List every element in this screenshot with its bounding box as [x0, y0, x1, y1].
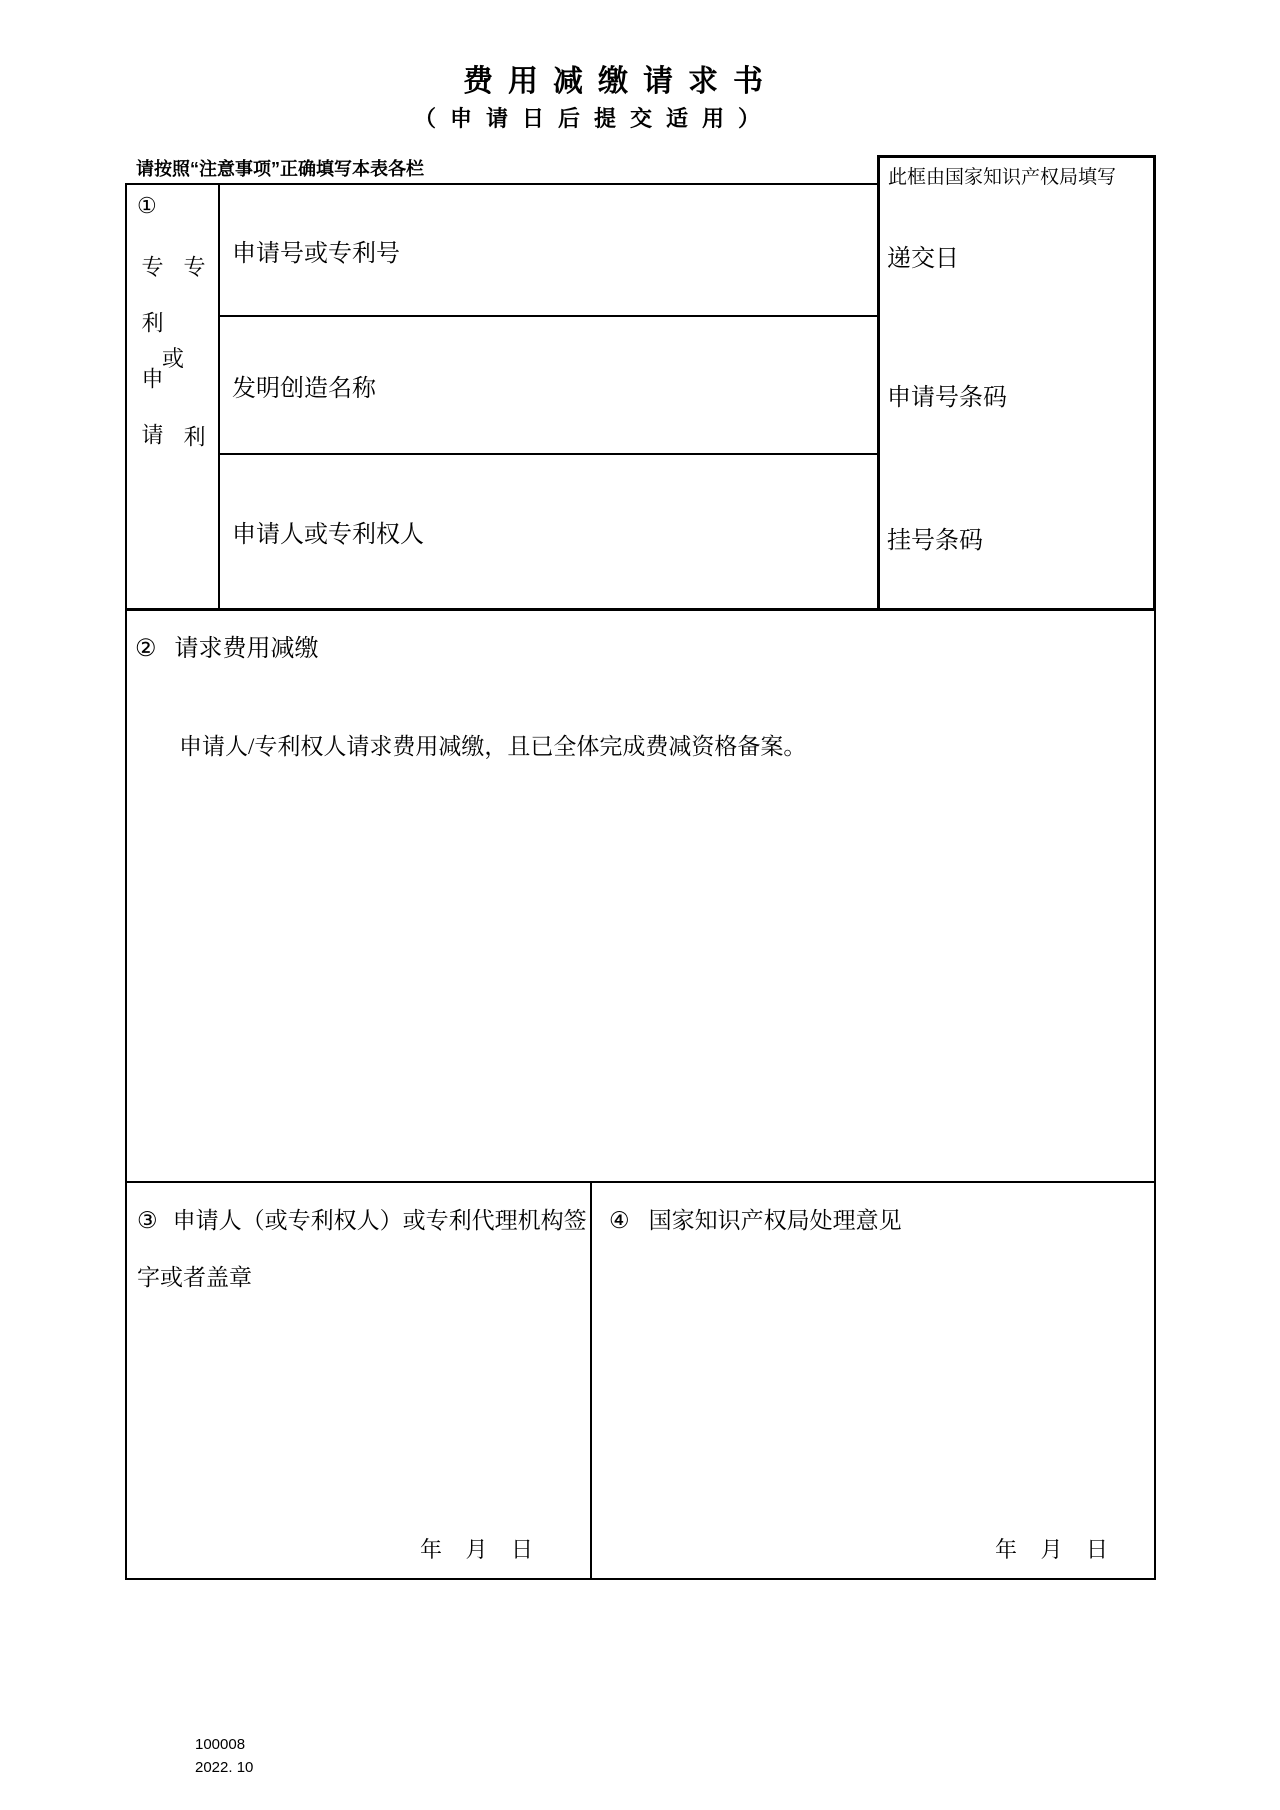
official-use-header: 此框由国家知识产权局填写 — [888, 167, 1117, 188]
section4-office-opinion-cell — [590, 1181, 1156, 1580]
section4-title: 国家知识产权局处理意见 — [648, 1208, 902, 1233]
or-label: 或 — [162, 346, 185, 371]
registration-barcode-label: 挂号条码 — [887, 528, 983, 554]
section3-title: 申请人（或专利权人）或专利代理机构签字或者盖章 — [137, 1208, 587, 1290]
form-title: 费用减缴请求书 — [463, 65, 778, 98]
field-label-application-or-patent-number: 申请号或专利号 — [232, 240, 400, 267]
section1-marker: ① — [137, 193, 157, 218]
section2-fee-reduction-request — [125, 608, 1156, 1181]
form-code: 100008 — [195, 1736, 246, 1753]
form-subtitle: （申请日后提交适用） — [414, 106, 775, 131]
form-version-date: 2022. 10 — [195, 1759, 254, 1776]
field-row-invention-title — [220, 317, 877, 455]
application-number-barcode-label: 申请号条码 — [887, 385, 1007, 411]
section4-header — [609, 1192, 1146, 1249]
section2-body-text: 申请人/专利权人请求费用减缴，且已全体完成费减资格备案。 — [179, 734, 807, 759]
section2-header — [135, 628, 319, 663]
form-footer — [195, 1733, 253, 1779]
section4-marker: ④ — [609, 1208, 630, 1233]
section3-marker: ③ — [137, 1208, 158, 1233]
section1-side-label-column — [125, 183, 218, 608]
field-label-invention-title: 发明创造名称 — [232, 375, 376, 402]
field-row-application-or-patent-number — [220, 185, 877, 317]
submission-date-label: 递交日 — [887, 246, 959, 272]
field-label-applicant-or-patentee: 申请人或专利权人 — [232, 522, 424, 548]
section2-title: 请求费用减缴 — [174, 636, 319, 662]
section2-marker: ② — [135, 636, 157, 662]
official-use-box — [877, 155, 1156, 608]
section1-fields-table — [218, 183, 877, 608]
field-row-applicant-or-patentee — [220, 455, 877, 608]
section3-date-line: 年 月 日 — [420, 1537, 534, 1562]
fill-instruction-note: 请按照“注意事项”正确填写本表各栏 — [136, 159, 424, 179]
section3-signature-cell — [125, 1181, 590, 1580]
patent-application-vertical-label: 专利申请 — [139, 255, 164, 479]
patent-vertical-label: 专利 — [181, 255, 206, 595]
section4-date-line: 年 月 日 — [995, 1537, 1109, 1562]
section3-header — [137, 1192, 590, 1306]
